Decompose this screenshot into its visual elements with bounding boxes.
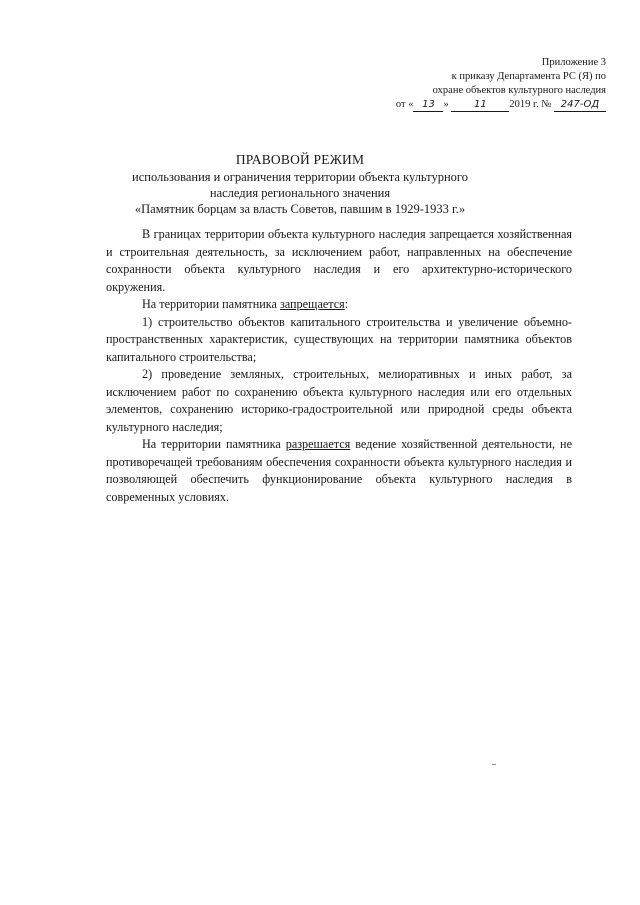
- scan-speck: [492, 764, 496, 765]
- paragraph-1: В границах территории объекта культурного наследия запрещается хозяйственная и строительная деятельность, за исключением работ, направленных на обеспечение сохранности объекта культурного наследия и его архитектурно-исторического окружения.: [106, 227, 572, 294]
- paragraph-3: 1) строительство объектов капитального строительства и увеличение объемно- пространственных характеристик, существующих на территории памятника объектов капитального строительства;: [106, 314, 572, 364]
- paragraph-2-end: :: [344, 297, 349, 311]
- paragraph-5-text: На территории памятника: [142, 437, 286, 451]
- date-mid: »: [443, 99, 449, 110]
- document-body: [106, 226, 572, 506]
- title-subline-2: наследия регионального значения: [209, 186, 391, 200]
- handwritten-number: 247-ОД: [554, 99, 606, 112]
- annex-header: [376, 56, 606, 112]
- date-year: 2019 г. №: [509, 99, 552, 110]
- date-prefix: от «: [395, 99, 414, 110]
- paragraph-2-text: На территории памятника: [142, 297, 280, 311]
- paragraph-5: [106, 436, 572, 506]
- annex-department-line: охране объектов культурного наследия: [432, 85, 606, 96]
- annex-order-line: к приказу Департамента РС (Я) по: [451, 71, 606, 82]
- handwritten-month: 11: [451, 99, 509, 112]
- title-subline-1: использования и ограничения территории объекта культурного: [132, 170, 468, 184]
- annex-date-line: [376, 98, 606, 112]
- permitted-keyword: разрешается: [285, 437, 351, 451]
- paragraph-4: 2) проведение земляных, строительных, мелиоративных и иных работ, за исключением работ по сохранению объекта культурного наследия или его отдельных элементов, сохранению историко-градостроительной или природной среды объекта культурного наследия;: [106, 367, 572, 434]
- prohibited-keyword: запрещается: [279, 297, 345, 311]
- handwritten-day: 13: [413, 99, 443, 112]
- annex-title: Приложение 3: [541, 57, 606, 68]
- title-subline-3: «Памятник борцам за власть Советов, павшим в 1929-1933 г.»: [134, 202, 466, 216]
- document-title-block: [80, 151, 520, 217]
- document-title: ПРАВОВОЙ РЕЖИМ: [235, 152, 365, 167]
- paragraph-2: [106, 296, 572, 314]
- paragraph-5-end: ведение хозяйственной деятельности, не противоречащей требованиям обеспечения сохранности объекта культурного наследия и позволяющей обеспечить функционирование объекта культурного наследия в современных условиях.: [106, 437, 572, 504]
